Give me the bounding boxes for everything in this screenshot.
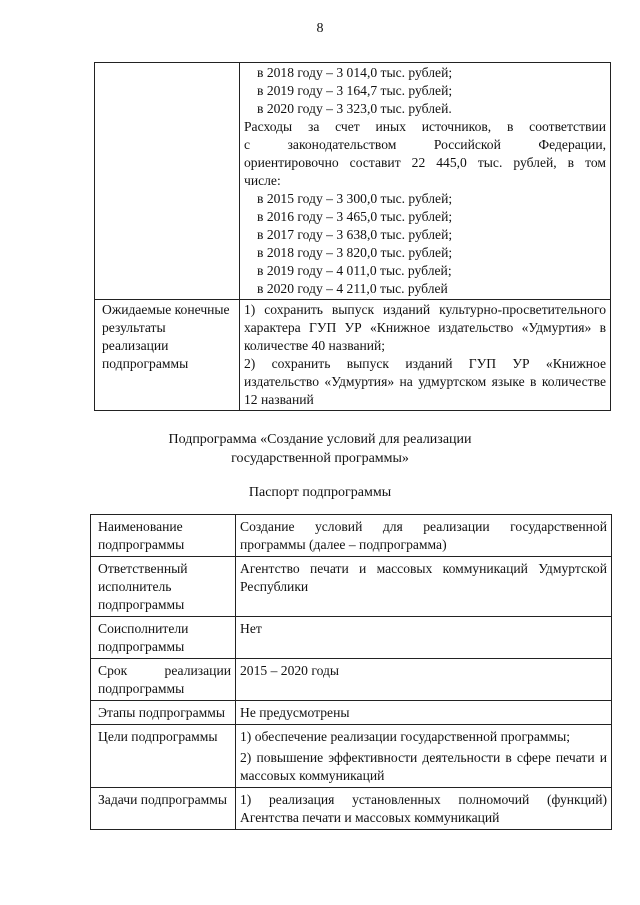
tasks-label: Задачи подпрограммы bbox=[91, 788, 236, 830]
subprogram-title-line2: государственной программы» bbox=[231, 451, 409, 466]
row-label: Этапы подпрограммы bbox=[91, 701, 236, 725]
passport-table bbox=[90, 514, 612, 830]
row-label: Ответственный исполнитель подпрограммы bbox=[91, 557, 236, 617]
other-sources-text: ориентировочно составит 22 445,0 тыс. рублей, в том bbox=[244, 155, 606, 170]
table-row bbox=[91, 617, 612, 659]
financing-value-cell bbox=[240, 63, 611, 300]
table-row bbox=[91, 557, 612, 617]
year-line: в 2015 году – 3 300,0 тыс. рублей; bbox=[257, 191, 453, 206]
table-row bbox=[91, 725, 612, 788]
year-line: в 2019 году – 3 164,7 тыс. рублей; bbox=[257, 83, 453, 98]
year-line: в 2020 году – 4 211,0 тыс. рублей bbox=[257, 281, 448, 296]
page-number: 8 bbox=[316, 21, 324, 36]
empty-label-cell bbox=[95, 63, 240, 300]
results-value-cell bbox=[240, 300, 611, 411]
year-line: в 2016 году – 3 465,0 тыс. рублей; bbox=[257, 209, 453, 224]
other-sources-text: с законодательством Российской Федерации, bbox=[244, 137, 606, 152]
year-line: в 2020 году – 3 323,0 тыс. рублей. bbox=[257, 101, 452, 116]
row-value: Не предусмотрены bbox=[236, 701, 612, 725]
passport-title: Паспорт подпрограммы bbox=[248, 485, 392, 500]
other-sources-text: числе: bbox=[244, 173, 281, 188]
results-label: Ожидаемые конечные результаты реализации подпрограммы bbox=[95, 300, 240, 411]
year-line: в 2018 году – 3 820,0 тыс. рублей; bbox=[257, 245, 453, 260]
row-label: Соисполнители подпрограммы bbox=[91, 617, 236, 659]
task-item: 1) реализация установленных полномочий (функций) Агентства печати и массовых коммуникаций bbox=[240, 792, 607, 825]
row-value: 2015 – 2020 годы bbox=[236, 659, 612, 701]
result-item: 2) сохранить выпуск изданий ГУП УР «Книжное издательство «Удмуртия» на удмуртском языке в количестве 12 названий bbox=[244, 356, 606, 407]
row-label: Срок реализации подпрограммы bbox=[91, 659, 236, 701]
subprogram-title-line1: Подпрограмма «Создание условий для реализации bbox=[168, 432, 472, 447]
row-label: Наименование подпрограммы bbox=[91, 515, 236, 557]
result-item: 1) сохранить выпуск изданий культурно-просветительного характера ГУП УР «Книжное издательство «Удмуртия» в количестве 40 названий; bbox=[244, 302, 606, 353]
table-row bbox=[91, 788, 612, 830]
goals-value-cell bbox=[236, 725, 612, 788]
table-row bbox=[91, 701, 612, 725]
row-value: Создание условий для реализации государственной программы (далее – подпрограмма) bbox=[236, 515, 612, 557]
year-line: в 2018 году – 3 014,0 тыс. рублей; bbox=[257, 65, 453, 80]
goal-item: 1) обеспечение реализации государственной программы; bbox=[240, 729, 570, 744]
row-value: Агентство печати и массовых коммуникаций Удмуртской Республики bbox=[236, 557, 612, 617]
year-line: в 2019 году – 4 011,0 тыс. рублей; bbox=[257, 263, 452, 278]
table-row bbox=[91, 515, 612, 557]
row-value: Нет bbox=[236, 617, 612, 659]
table-row bbox=[91, 659, 612, 701]
year-line: в 2017 году – 3 638,0 тыс. рублей; bbox=[257, 227, 453, 242]
table-row bbox=[95, 300, 611, 411]
goals-label: Цели подпрограммы bbox=[91, 725, 236, 788]
table-row bbox=[95, 63, 611, 300]
financing-table-continued bbox=[94, 62, 611, 411]
tasks-value-cell bbox=[236, 788, 612, 830]
goal-item: 2) повышение эффективности деятельности в сфере печати и массовых коммуникаций bbox=[240, 750, 607, 783]
other-sources-text: Расходы за счет иных источников, в соответствии bbox=[244, 119, 606, 134]
